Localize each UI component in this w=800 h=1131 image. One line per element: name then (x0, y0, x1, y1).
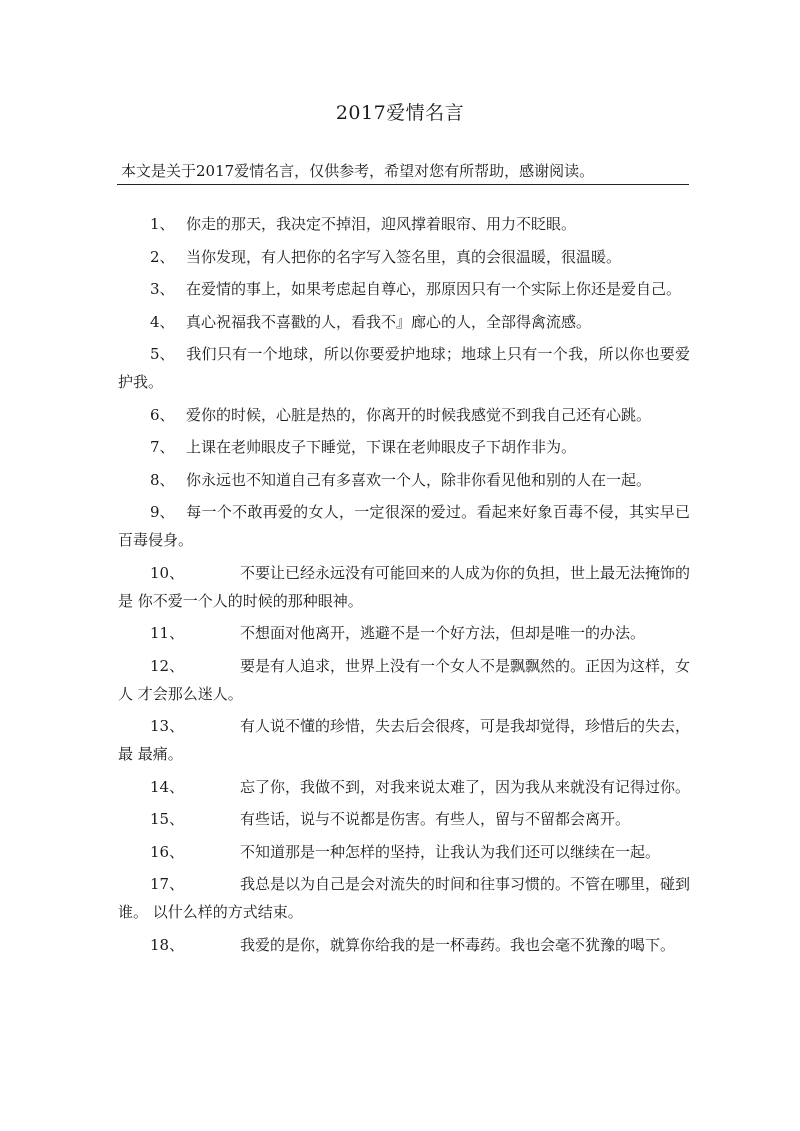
list-item (118, 340, 690, 396)
item-text: 当你发现，有人把你的名字写入签名里，真的会很温暖，很温暖。 (186, 247, 622, 266)
list-item (118, 433, 690, 461)
list-item (118, 805, 690, 833)
item-number: 13、 (150, 717, 185, 735)
item-text: 上课在老帅眼皮子下睡觉，下课在老帅眼皮子下胡作非为。 (186, 438, 577, 456)
item-text: 你永远也不知道自己有多喜欢一个人，除非你看见他和别的人在一起。 (186, 470, 652, 489)
item-text: 有些话，说与不说都是伤害。有些人，留与不留都会离开。 (240, 810, 631, 828)
list-item (118, 870, 690, 926)
item-number: 9、 (150, 503, 175, 521)
item-number: 18、 (150, 935, 185, 954)
item-text: 我总是以为自己是会对流失的时间和往事习惯的。不管在哪里，碰到谁。 以什么样的方式结束。 (118, 875, 691, 921)
item-number: 4、 (150, 312, 175, 331)
item-text: 不想面对他离开，逃避不是一个好方法，但却是唯一的办法。 (240, 624, 646, 642)
list-item (118, 401, 690, 429)
item-number: 16、 (150, 842, 185, 861)
item-text: 有人说不懂的珍惜，失去后会很疼，可是我却觉得，珍惜后的失去，最 最痛。 (118, 717, 691, 763)
list-item (118, 243, 690, 271)
quote-list (118, 210, 690, 963)
list-item (118, 210, 690, 238)
item-text: 我爱的是你，就算你给我的是一杯毒药。我也会毫不犹豫的喝下。 (240, 935, 676, 954)
item-text: 忘了你，我做不到，对我来说太难了，因为我从来就没有记得过你。 (240, 777, 691, 796)
item-number: 1、 (150, 215, 175, 233)
list-item (118, 712, 690, 768)
header-divider (117, 184, 689, 185)
item-number: 3、 (150, 280, 175, 298)
item-number: 6、 (150, 405, 175, 424)
item-number: 7、 (150, 438, 175, 456)
item-text: 真心祝福我不喜戳的人，看我不』廊心的人，全部得禽流感。 (186, 312, 592, 331)
item-text: 不要让已经永远没有可能回来的人成为你的负担，世上最无法掩饰的是 你不爱一个人的时候的那种眼神。 (118, 563, 691, 610)
list-item (118, 466, 690, 494)
item-number: 15、 (150, 810, 185, 828)
list-item (118, 308, 690, 336)
document-title: 2017爱情名言 (335, 102, 465, 124)
list-item (118, 773, 690, 801)
item-number: 12、 (150, 656, 185, 675)
list-item (118, 619, 690, 647)
item-text: 你走的那天，我决定不掉泪，迎风撑着眼帘、用力不眨眼。 (186, 215, 577, 233)
item-text: 每一个不敢再爱的女人，一定很深的爱过。看起来好象百毒不侵，其实早已百毒侵身。 (118, 503, 690, 549)
item-number: 8、 (150, 470, 175, 489)
item-number: 10、 (150, 563, 185, 582)
list-item (118, 275, 690, 303)
item-number: 5、 (150, 345, 175, 363)
list-item (118, 652, 690, 708)
item-number: 2、 (150, 247, 175, 266)
item-number: 14、 (150, 777, 185, 796)
list-item (118, 931, 690, 959)
item-text: 在爱情的事上，如果考虑起自尊心，那原因只有一个实际上你还是爱自己。 (186, 280, 682, 298)
item-text: 我们只有一个地球，所以你要爱护地球；地球上只有一个我，所以你也要爱护我。 (118, 345, 690, 391)
list-item (118, 498, 690, 554)
document-intro: 本文是关于2017爱情名言，仅供参考，希望对您有所帮助，感谢阅读。 (121, 162, 595, 180)
item-number: 11、 (150, 624, 185, 642)
item-text: 爱你的时候，心脏是热的，你离开的时候我感觉不到我自己还有心跳。 (186, 405, 652, 424)
item-text: 要是有人追求，世界上没有一个女人不是飘飘然的。正因为这样，女人 才会那么迷人。 (118, 656, 691, 703)
item-number: 17、 (150, 875, 185, 893)
list-item (118, 559, 690, 615)
item-text: 不知道那是一种怎样的坚持，让我认为我们还可以继续在一起。 (240, 842, 661, 861)
list-item (118, 838, 690, 866)
